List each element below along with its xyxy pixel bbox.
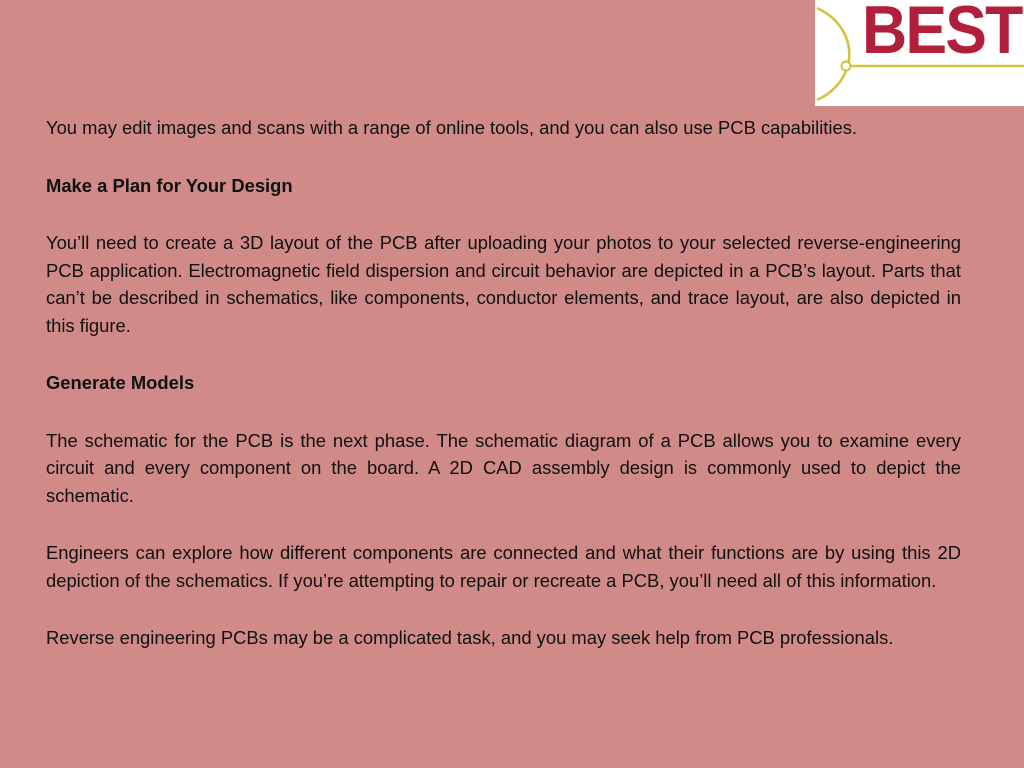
paragraph-3d-layout: You’ll need to create a 3D layout of the PCB after uploading your photos to your selected reverse-engineering PCB application. Electromagnetic field dispersion and circuit behavior are depicted in a PCB’s layout. Parts that can’t be described in schematics, like components, conductor elements, and trace layout, are also depicted in this figure.: [46, 232, 961, 336]
document-body: [46, 114, 961, 652]
intro-paragraph: You may edit images and scans with a range of online tools, and you can also use PCB capabilities.: [46, 117, 858, 138]
logo-text: BEST: [862, 0, 1022, 68]
paragraph-reverse-engineering: Reverse engineering PCBs may be a complicated task, and you may seek help from PCB professionals.: [46, 627, 894, 648]
heading-make-a-plan: Make a Plan for Your Design: [46, 174, 293, 196]
paragraph-2d-depiction: Engineers can explore how different components are connected and what their functions are by using this 2D depiction of the schematics. If you’re attempting to repair or recreate a PCB, you’ll need all of this information.: [46, 542, 961, 591]
heading-generate-models: Generate Models: [46, 372, 195, 393]
best-logo: [815, 0, 1024, 106]
paragraph-schematic: The schematic for the PCB is the next phase. The schematic diagram of a PCB allows you to examine every circuit and every component on the board. A 2D CAD assembly design is commonly used to depict the schematic.: [46, 429, 961, 506]
